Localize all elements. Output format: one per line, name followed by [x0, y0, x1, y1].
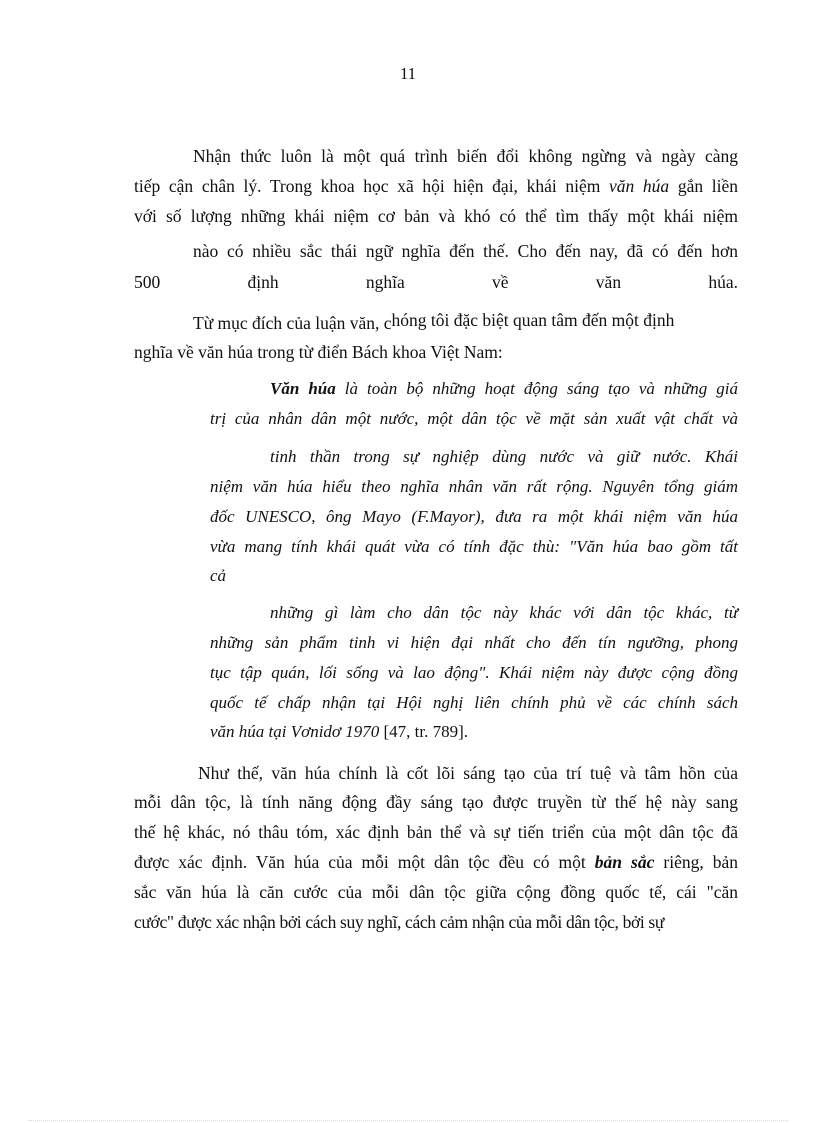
- p1-line-5: [134, 271, 738, 293]
- p2-line-1-end: hóng tôi đặc biệt quan tâm đến một định: [391, 310, 675, 330]
- p1-word: húa.: [708, 272, 738, 292]
- quote-line-6: vừa mang tính khái quát vừa có tính đặc thù: "Văn húa bao gồm tất: [210, 537, 738, 556]
- p2-line-1-start: Từ mục đích của luận văn, c: [193, 313, 392, 333]
- p3-line-2: mỗi dân tộc, là tính năng động đầy sáng tạo được truyền từ thế hệ này sang: [134, 792, 738, 812]
- citation: [47, tr. 789].: [379, 722, 469, 741]
- p1-word: 500: [134, 272, 161, 292]
- p2-line-1: [193, 312, 674, 334]
- quote-line-4: niệm văn húa hiểu theo nghĩa nhân văn rất rộng. Nguyên tổng giám: [210, 477, 738, 496]
- footer-divider: [28, 1120, 788, 1121]
- p3-line-6: cước" được xác nhận bởi cách suy nghĩ, cách cảm nhận của mỗi dân tộc, bởi sự: [134, 912, 664, 932]
- p3-line-4-end: riêng, bản: [654, 852, 738, 872]
- p1-line-1: Nhận thức luôn là một quá trình biến đổi không ngừng và ngày càng: [193, 146, 738, 166]
- term-van-hua: văn húa: [609, 176, 670, 196]
- quote-line-10: tục tập quán, lối sống và lao động". Khái niệm này được cộng đồng: [210, 663, 738, 682]
- quote-line-12-text: văn húa tại Vơnidơ 1970: [210, 722, 380, 741]
- quote-line-7: cả: [210, 566, 227, 585]
- quote-line-2: trị của nhân dân một nước, một dân tộc về mặt sản xuất vật chất và: [210, 409, 738, 428]
- p3-line-5: sắc văn húa là căn cước của mỗi dân tộc giữa cộng đồng quốc tế, cái "căn: [134, 882, 738, 902]
- quote-line-8: những gì làm cho dân tộc này khác với dân tộc khác, từ: [270, 603, 738, 622]
- p3-line-4-text: được xác định. Văn húa của mỗi một dân tộc đều có một: [134, 852, 595, 872]
- quote-line-3: tinh thần trong sự nghiệp dùng nước và giữ nước. Khái: [270, 447, 738, 466]
- p1-line-2-end: gắn liền: [669, 176, 738, 196]
- p1-line-2-text: tiếp cận chân lý. Trong khoa học xã hội hiện đại, khái niệm: [134, 176, 609, 196]
- quote-line-11: quốc tế chấp nhận tại Hội nghị liên chính phủ về các chính sách: [210, 693, 738, 712]
- quote-line-9: những sản phẩm tinh vi hiện đại nhất cho đến tín ngưỡng, phong: [210, 633, 738, 652]
- quote-line-5: đốc UNESCO, ông Mayo (F.Mayor), đưa ra một khái niệm văn húa: [210, 507, 738, 526]
- p1-word: định: [247, 272, 279, 292]
- quote-line-1-text: là toàn bộ những hoạt động sáng tạo và những giá: [335, 379, 739, 398]
- p3-line-3: thế hệ khác, nó thâu tóm, xác định bản thể và sự tiến triển của một dân tộc đã: [134, 822, 738, 842]
- p2-line-2: nghĩa về văn húa trong từ điển Bách khoa Việt Nam:: [134, 342, 503, 362]
- p1-word: về: [492, 272, 509, 292]
- p1-word: nghĩa: [365, 272, 405, 292]
- quote-line-1: [270, 378, 738, 400]
- p1-word: văn: [595, 272, 622, 292]
- page-number: 11: [399, 64, 417, 83]
- quote-term: Văn húa: [270, 379, 336, 398]
- p1-line-2: [134, 175, 738, 197]
- quote-line-12: [210, 721, 468, 743]
- p1-line-4: nào có nhiều sắc thái ngữ nghĩa đến thế. Cho đến nay, đã có đến hơn: [193, 241, 738, 261]
- p3-line-4: [134, 851, 738, 873]
- p3-line-1: Như thế, văn húa chính là cốt lõi sáng tạo của trí tuệ và tâm hồn của: [198, 763, 738, 783]
- p1-line-3: với số lượng những khái niệm cơ bản và khó có thể tìm thấy một khái niệm: [134, 206, 738, 226]
- term-ban-sac: bản sắc: [594, 852, 655, 872]
